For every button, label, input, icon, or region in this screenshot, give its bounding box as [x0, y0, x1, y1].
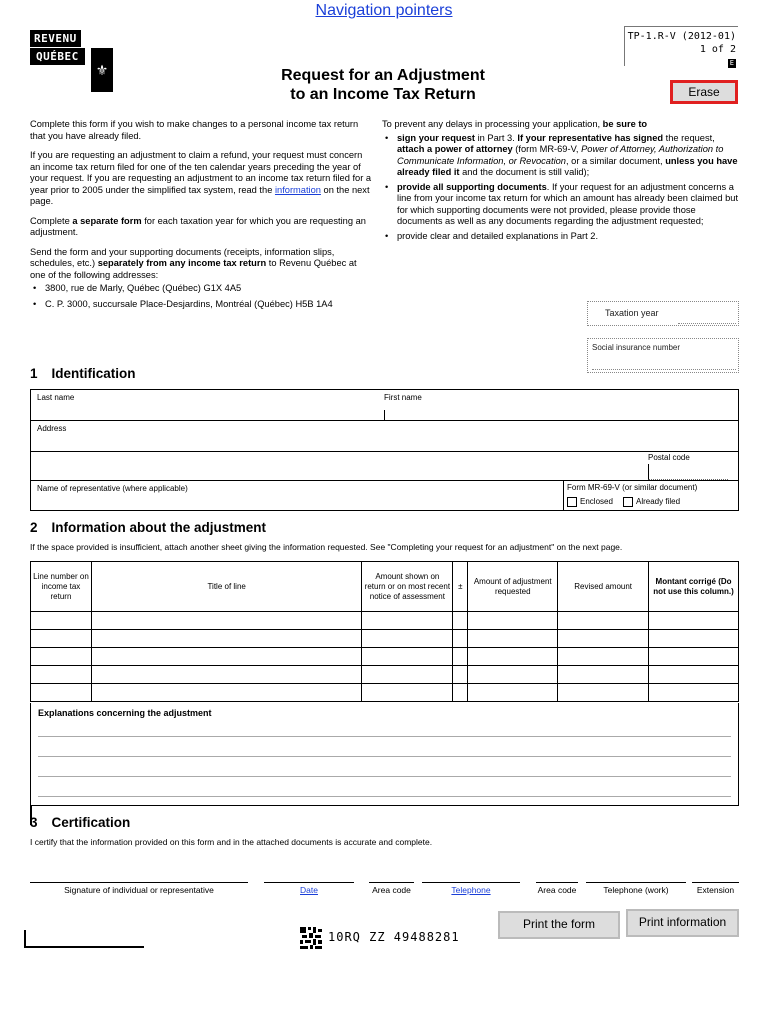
title-line1: Request for an Adjustment: [281, 67, 485, 84]
cell[interactable]: [362, 648, 453, 666]
divider: [31, 451, 738, 452]
delay-lead-text: To prevent any delays in processing your application,: [382, 119, 603, 129]
certification-statement: I certify that the information provided on this form and in the attached documents is accurate and complete.: [30, 837, 433, 847]
cell[interactable]: [31, 612, 92, 630]
intro-p2a: If you are requesting an adjustment to claim a refund, your request must concern an income tax return filed for one of the ten calendar years preceding the year of your request. If you are requesting an adjustment to an income tax return filed for a year prior to 2005 under the simplified tax system, read the: [30, 150, 372, 195]
delay-item-documents: [382, 182, 739, 228]
delay-item-explanations: • provide clear and detailed explanations in Part 2.: [382, 231, 739, 243]
cell[interactable]: [91, 666, 361, 684]
cell[interactable]: [31, 648, 92, 666]
cell[interactable]: [362, 612, 453, 630]
address-line2-input[interactable]: [37, 454, 637, 478]
date-link[interactable]: Date: [300, 885, 318, 895]
b1-t1: in Part 3.: [475, 132, 518, 143]
table-row: [31, 612, 739, 630]
form-title: [240, 66, 526, 104]
b1-bold4: unless you have already filed it: [397, 155, 738, 177]
cell[interactable]: [91, 648, 361, 666]
table-row: [31, 630, 739, 648]
explanation-line: [38, 796, 731, 797]
first-name-input[interactable]: [387, 404, 732, 420]
last-name-input[interactable]: [37, 404, 377, 420]
cell[interactable]: [453, 666, 468, 684]
title-line2: to an Income Tax Return: [290, 86, 476, 103]
cell: [649, 630, 739, 648]
section2-heading: [30, 520, 266, 535]
cell: [649, 666, 739, 684]
cell[interactable]: [31, 684, 92, 702]
cell[interactable]: [558, 666, 649, 684]
name-divider-tick: [384, 410, 385, 420]
col-line-number: Line number on income tax return: [31, 562, 92, 612]
cell[interactable]: [468, 666, 558, 684]
enclosed-label: Enclosed: [580, 497, 613, 506]
cell[interactable]: [468, 630, 558, 648]
barcode-text: 10RQ ZZ 49488281: [328, 930, 460, 944]
extension-line[interactable]: [692, 882, 739, 883]
delay-lead-bold: be sure to: [602, 119, 648, 129]
cell[interactable]: [453, 630, 468, 648]
sin-label: Social insurance number: [592, 343, 681, 352]
telephone-line[interactable]: [422, 882, 520, 883]
delay-list: [382, 133, 739, 243]
col-revised-amount: Revised amount: [558, 562, 649, 612]
sin-field[interactable]: [587, 338, 739, 373]
explanation-line: [38, 756, 731, 757]
telephone-link[interactable]: Telephone: [451, 885, 491, 895]
col-plus-minus: ±: [453, 562, 468, 612]
intro-p3b: for each taxation year for which you are requesting an adjustment.: [30, 215, 366, 237]
section2-number: 2: [30, 520, 38, 535]
section3-number: 3: [30, 815, 38, 830]
intro-p2b: on the next page.: [30, 184, 370, 206]
intro-p4: [30, 247, 374, 282]
form-code: TP-1.R-V (2012-01): [627, 31, 736, 42]
information-link[interactable]: information: [274, 184, 321, 195]
explanation-line: [38, 776, 731, 777]
sin-digit-ticks: [592, 365, 736, 370]
cell[interactable]: [453, 648, 468, 666]
cell[interactable]: [31, 666, 92, 684]
intro-p3-bold: a separate form: [72, 215, 142, 226]
section3-title: Certification: [51, 815, 131, 830]
section1-number: 1: [30, 366, 38, 381]
area-code-label: Area code: [372, 885, 411, 895]
area-code-line[interactable]: [369, 882, 414, 883]
explanations-box[interactable]: [30, 703, 739, 806]
telephone-work-label: Telephone (work): [603, 885, 669, 895]
explanation-line: [38, 736, 731, 737]
cell[interactable]: [362, 630, 453, 648]
print-form-button[interactable]: Print the form: [498, 911, 620, 939]
b1-bold3: attach a power of attorney: [397, 144, 513, 154]
cell[interactable]: [362, 666, 453, 684]
cell[interactable]: [468, 648, 558, 666]
cell[interactable]: [468, 684, 558, 702]
cell: [649, 684, 739, 702]
intro-p3: [30, 216, 374, 239]
cell: [649, 612, 739, 630]
col-montant-corrige: Montant corrigé (Do not use this column.): [649, 562, 739, 612]
col-title-of-line: Title of line: [91, 562, 361, 612]
fleur-de-lis-icon: ⚜: [91, 48, 113, 92]
delay-instructions: [382, 119, 739, 245]
section1-heading: [30, 366, 136, 381]
divider: [31, 420, 738, 421]
representative-label: Name of representative (where applicable): [37, 484, 188, 493]
cell[interactable]: [558, 612, 649, 630]
revenu-quebec-logo: [30, 30, 114, 92]
b1-t2: the request,: [663, 132, 715, 143]
last-name-label: Last name: [37, 393, 75, 402]
postal-code-input[interactable]: [648, 464, 728, 480]
address-input[interactable]: [37, 434, 732, 450]
corner-mark: [24, 946, 144, 948]
identification-box: [30, 389, 739, 511]
intro-text: [30, 119, 374, 314]
area-code-work-line[interactable]: [536, 882, 578, 883]
postal-code-label: Postal code: [648, 453, 690, 462]
intro-p3a: Complete: [30, 215, 73, 226]
b1-t3: (form MR-69-V,: [512, 144, 582, 154]
page-number: 1 of 2: [699, 44, 736, 55]
delay-item-sign: [382, 133, 739, 179]
address-list: [30, 283, 374, 310]
erase-button[interactable]: Erase: [670, 80, 738, 104]
signature-label: Signature of individual or representative: [64, 885, 214, 895]
address-label: Address: [37, 424, 67, 433]
cell[interactable]: [91, 684, 361, 702]
table-row: [31, 648, 739, 666]
section1-title: Identification: [51, 366, 136, 381]
cell[interactable]: [558, 684, 649, 702]
cell: [649, 648, 739, 666]
address-item: • 3800, rue de Marly, Québec (Québec) G1X 4A5: [30, 283, 374, 295]
delay-lead: [382, 119, 739, 131]
already-filed-label: Already filed: [636, 497, 681, 506]
section2-title: Information about the adjustment: [51, 520, 267, 535]
language-badge: E: [729, 59, 734, 67]
intro-p4b: to Revenu Québec at one of the following addresses:: [30, 258, 357, 280]
cell[interactable]: [558, 648, 649, 666]
address-item: • C. P. 3000, succursale Place-Desjardins, Montréal (Québec) H5B 1A4: [30, 299, 374, 311]
b2-bold: provide all supporting documents: [397, 181, 547, 192]
barcode-icon: [300, 927, 322, 949]
section3-heading: [30, 815, 130, 830]
b1-bold2: If your representative has signed: [517, 132, 664, 143]
representative-input[interactable]: [37, 494, 557, 508]
signature-line[interactable]: [30, 882, 248, 883]
telephone-work-line[interactable]: [586, 882, 686, 883]
intro-p2: [30, 150, 374, 208]
explanations-label: Explanations concerning the adjustment: [38, 708, 212, 718]
cell[interactable]: [558, 630, 649, 648]
logo-line2: QUÉBEC: [30, 48, 85, 65]
divider: [31, 480, 738, 481]
cell[interactable]: [91, 630, 361, 648]
section2-note: If the space provided is insufficient, attach another sheet giving the information requested. See "Completing your request for an adjustment" on the next page.: [30, 542, 623, 552]
intro-p4-bold: separately from any income tax return: [97, 258, 267, 268]
mr69-label: Form MR-69-V (or similar document): [567, 483, 698, 492]
area-code-work-label: Area code: [537, 885, 577, 895]
enclosed-checkbox[interactable]: [567, 497, 577, 507]
col-adjustment-amount: Amount of adjustment requested: [468, 562, 558, 612]
b2-t: . If your request for an adjustment concerns a line from your income tax return for which an amount has already been claimed but for which supporting documents were not provided, please provide those documents as well as any documents regarding the adjustment requested;: [397, 181, 739, 226]
b1-t5: and the document is still valid);: [459, 167, 590, 177]
already-filed-checkbox[interactable]: [623, 497, 633, 507]
date-line[interactable]: [264, 882, 354, 883]
cell[interactable]: [453, 612, 468, 630]
divider: [563, 480, 564, 511]
cell[interactable]: [468, 612, 558, 630]
cell[interactable]: [453, 684, 468, 702]
intro-p4a: Send the form and your supporting documents (receipts, information slips, schedules, etc.): [30, 246, 335, 268]
col-amount-shown: Amount shown on return or on most recent notice of assessment: [362, 562, 453, 612]
b1-italic: Power of Attorney, Authorization to Communicate Information, or Revocation: [397, 144, 724, 166]
logo-line1: REVENU: [30, 30, 81, 47]
intro-p1: Complete this form if you wish to make changes to a personal income tax return that you have already filed.: [30, 119, 359, 141]
first-name-label: First name: [384, 393, 422, 402]
navigation-pointers-link[interactable]: Navigation pointers: [315, 2, 453, 19]
adjustment-table: [30, 561, 739, 702]
taxation-year-field[interactable]: [587, 301, 739, 326]
cell[interactable]: [31, 630, 92, 648]
b1-t4: , or a similar document,: [565, 155, 666, 166]
cell[interactable]: [362, 684, 453, 702]
form-code-box: [624, 26, 738, 66]
cell[interactable]: [91, 612, 361, 630]
table-header-row: [31, 562, 739, 612]
table-row: [31, 666, 739, 684]
print-information-button[interactable]: Print information: [626, 909, 739, 937]
taxation-year-label: Taxation year: [605, 308, 659, 318]
extension-label: Extension: [696, 885, 735, 895]
year-digit-ticks: [678, 318, 736, 324]
b1-bold1: sign your request: [397, 132, 476, 143]
table-row: [31, 684, 739, 702]
